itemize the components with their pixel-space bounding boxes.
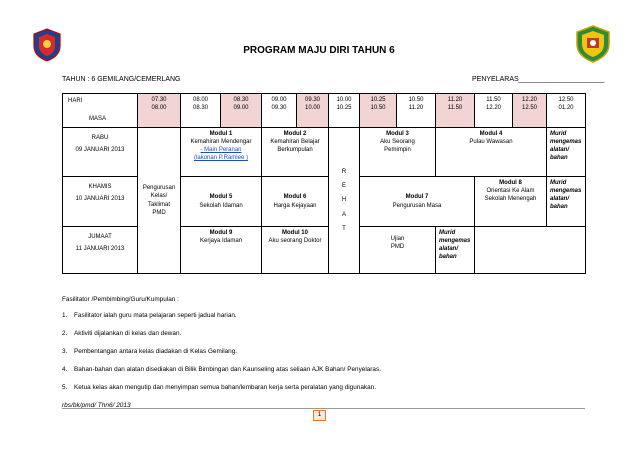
empty-cell	[475, 227, 586, 274]
header-row	[63, 94, 586, 128]
day-name: RABU	[91, 135, 109, 141]
hari-masa-cell	[63, 94, 138, 128]
note-item: 1. Fasilitator ialah guru mata pelajaran seperti jadual harian.	[62, 312, 237, 319]
time-slot: 12.20 12.50	[513, 94, 547, 128]
modul-6-cell: Modul 6 Harga Kejayaan	[262, 177, 329, 227]
masa-label: MASA	[89, 116, 107, 122]
time-slot: 12.50 01.20	[547, 94, 586, 128]
note-item: 2. Aktiviti dijalankan di kelas dan dewan.	[62, 330, 182, 337]
time-slot: 10.25 10.50	[360, 94, 397, 128]
modul-4-cell: Modul 4 Pulau Wawasan	[436, 128, 547, 177]
page-number: 1	[313, 410, 326, 421]
school-badge-logo	[574, 24, 612, 64]
rehat-cell: R E H A T	[329, 128, 360, 274]
time-slot: 11.50 12.20	[475, 94, 513, 128]
page-title: PROGRAM MAJU DIRI TAHUN 6	[243, 45, 395, 56]
footer-divider	[62, 408, 585, 409]
murid-cell-khamis: Murid mengemas alatan/ bahan	[547, 177, 586, 227]
modul-9-cell: Modul 9 Kerjaya Idaman	[181, 227, 262, 274]
day-name: KHAMIS	[88, 184, 112, 190]
rabu-row	[63, 128, 586, 177]
modul-10-cell: Modul 10 Aku seorang Doktor	[262, 227, 329, 274]
modul-5-cell: Modul 5 Sekolah Idaman	[181, 177, 262, 227]
hari-label: HARI	[68, 98, 83, 104]
time-slot: 10.00 10.25	[329, 94, 360, 128]
schedule-table	[62, 93, 586, 274]
day-cell-rabu	[63, 128, 138, 177]
day-date: 09 JANUARI 2013	[75, 147, 125, 154]
ujian-cell: Ujian PMD	[360, 227, 436, 274]
time-slot: 09.30 10.00	[297, 94, 329, 128]
modul-7-cell: Modul 7 Pengurusan Masa	[360, 177, 475, 227]
notes-heading: Fasilitator /Pembimbing/Guru/Kumpulan :	[62, 296, 179, 303]
note-item: 5. Ketua kelas akan mengutip dan menyimpan semua bahan/lembaran kerja serta peralatan yang digunakan.	[62, 384, 376, 391]
time-slot: 09.00 09.30	[262, 94, 297, 128]
time-slot: 08.00 08.30	[181, 94, 221, 128]
tahun-label: TAHUN : 6 GEMILANG/CEMERLANG	[62, 76, 181, 83]
day-name: JUMAAT	[88, 234, 112, 240]
day-date: 10 JANUARI 2013	[75, 196, 125, 203]
time-slot: 11.20 11.50	[436, 94, 475, 128]
penyelaras-label: PENYELARAS______________________	[472, 76, 605, 83]
modul-1-cell: Modul 1 Kemahiran Mendengar - Main Peranan (lakonan P.Ramlee )	[181, 128, 262, 177]
time-slot: 10.50 11.20	[397, 94, 436, 128]
day-date: 11 JANUARI 2013	[75, 246, 125, 253]
note-item: 4. Bahan-bahan dan alatan disediakan di Bilik Bimbingan dan Kaunseling atas seliaan AJK Bahan/ Penyelaras.	[62, 366, 381, 373]
day-cell-jumaat	[63, 227, 138, 274]
time-slot: 08.30 09.00	[221, 94, 262, 128]
modul-2-cell: Modul 2 Kemahiran Belajar Berkumpulan	[262, 128, 329, 177]
modul-3-cell: Modul 3 Aku Seorang Pemimpin	[360, 128, 436, 177]
modul-8-cell: Modul 8 Orientasi Ke Alam Sekolah Menengah	[475, 177, 547, 227]
murid-cell-rabu: Murid mengemas alatan/ bahan	[547, 128, 586, 177]
pengurusan-cell: Pengurusan Kelas/ Taklimat PMD	[138, 128, 181, 274]
footer-ref: rbs/bk/pmd/ Thn6/ 2013	[62, 402, 131, 409]
day-cell-khamis	[63, 177, 138, 227]
murid-cell-jumaat: Murid mengemas alatan/ bahan	[436, 227, 475, 274]
note-item: 3. Pembentangan antara kelas diadakan di Kelas Gemilang.	[62, 348, 238, 355]
time-slot: 07.30 08.00	[138, 94, 181, 128]
